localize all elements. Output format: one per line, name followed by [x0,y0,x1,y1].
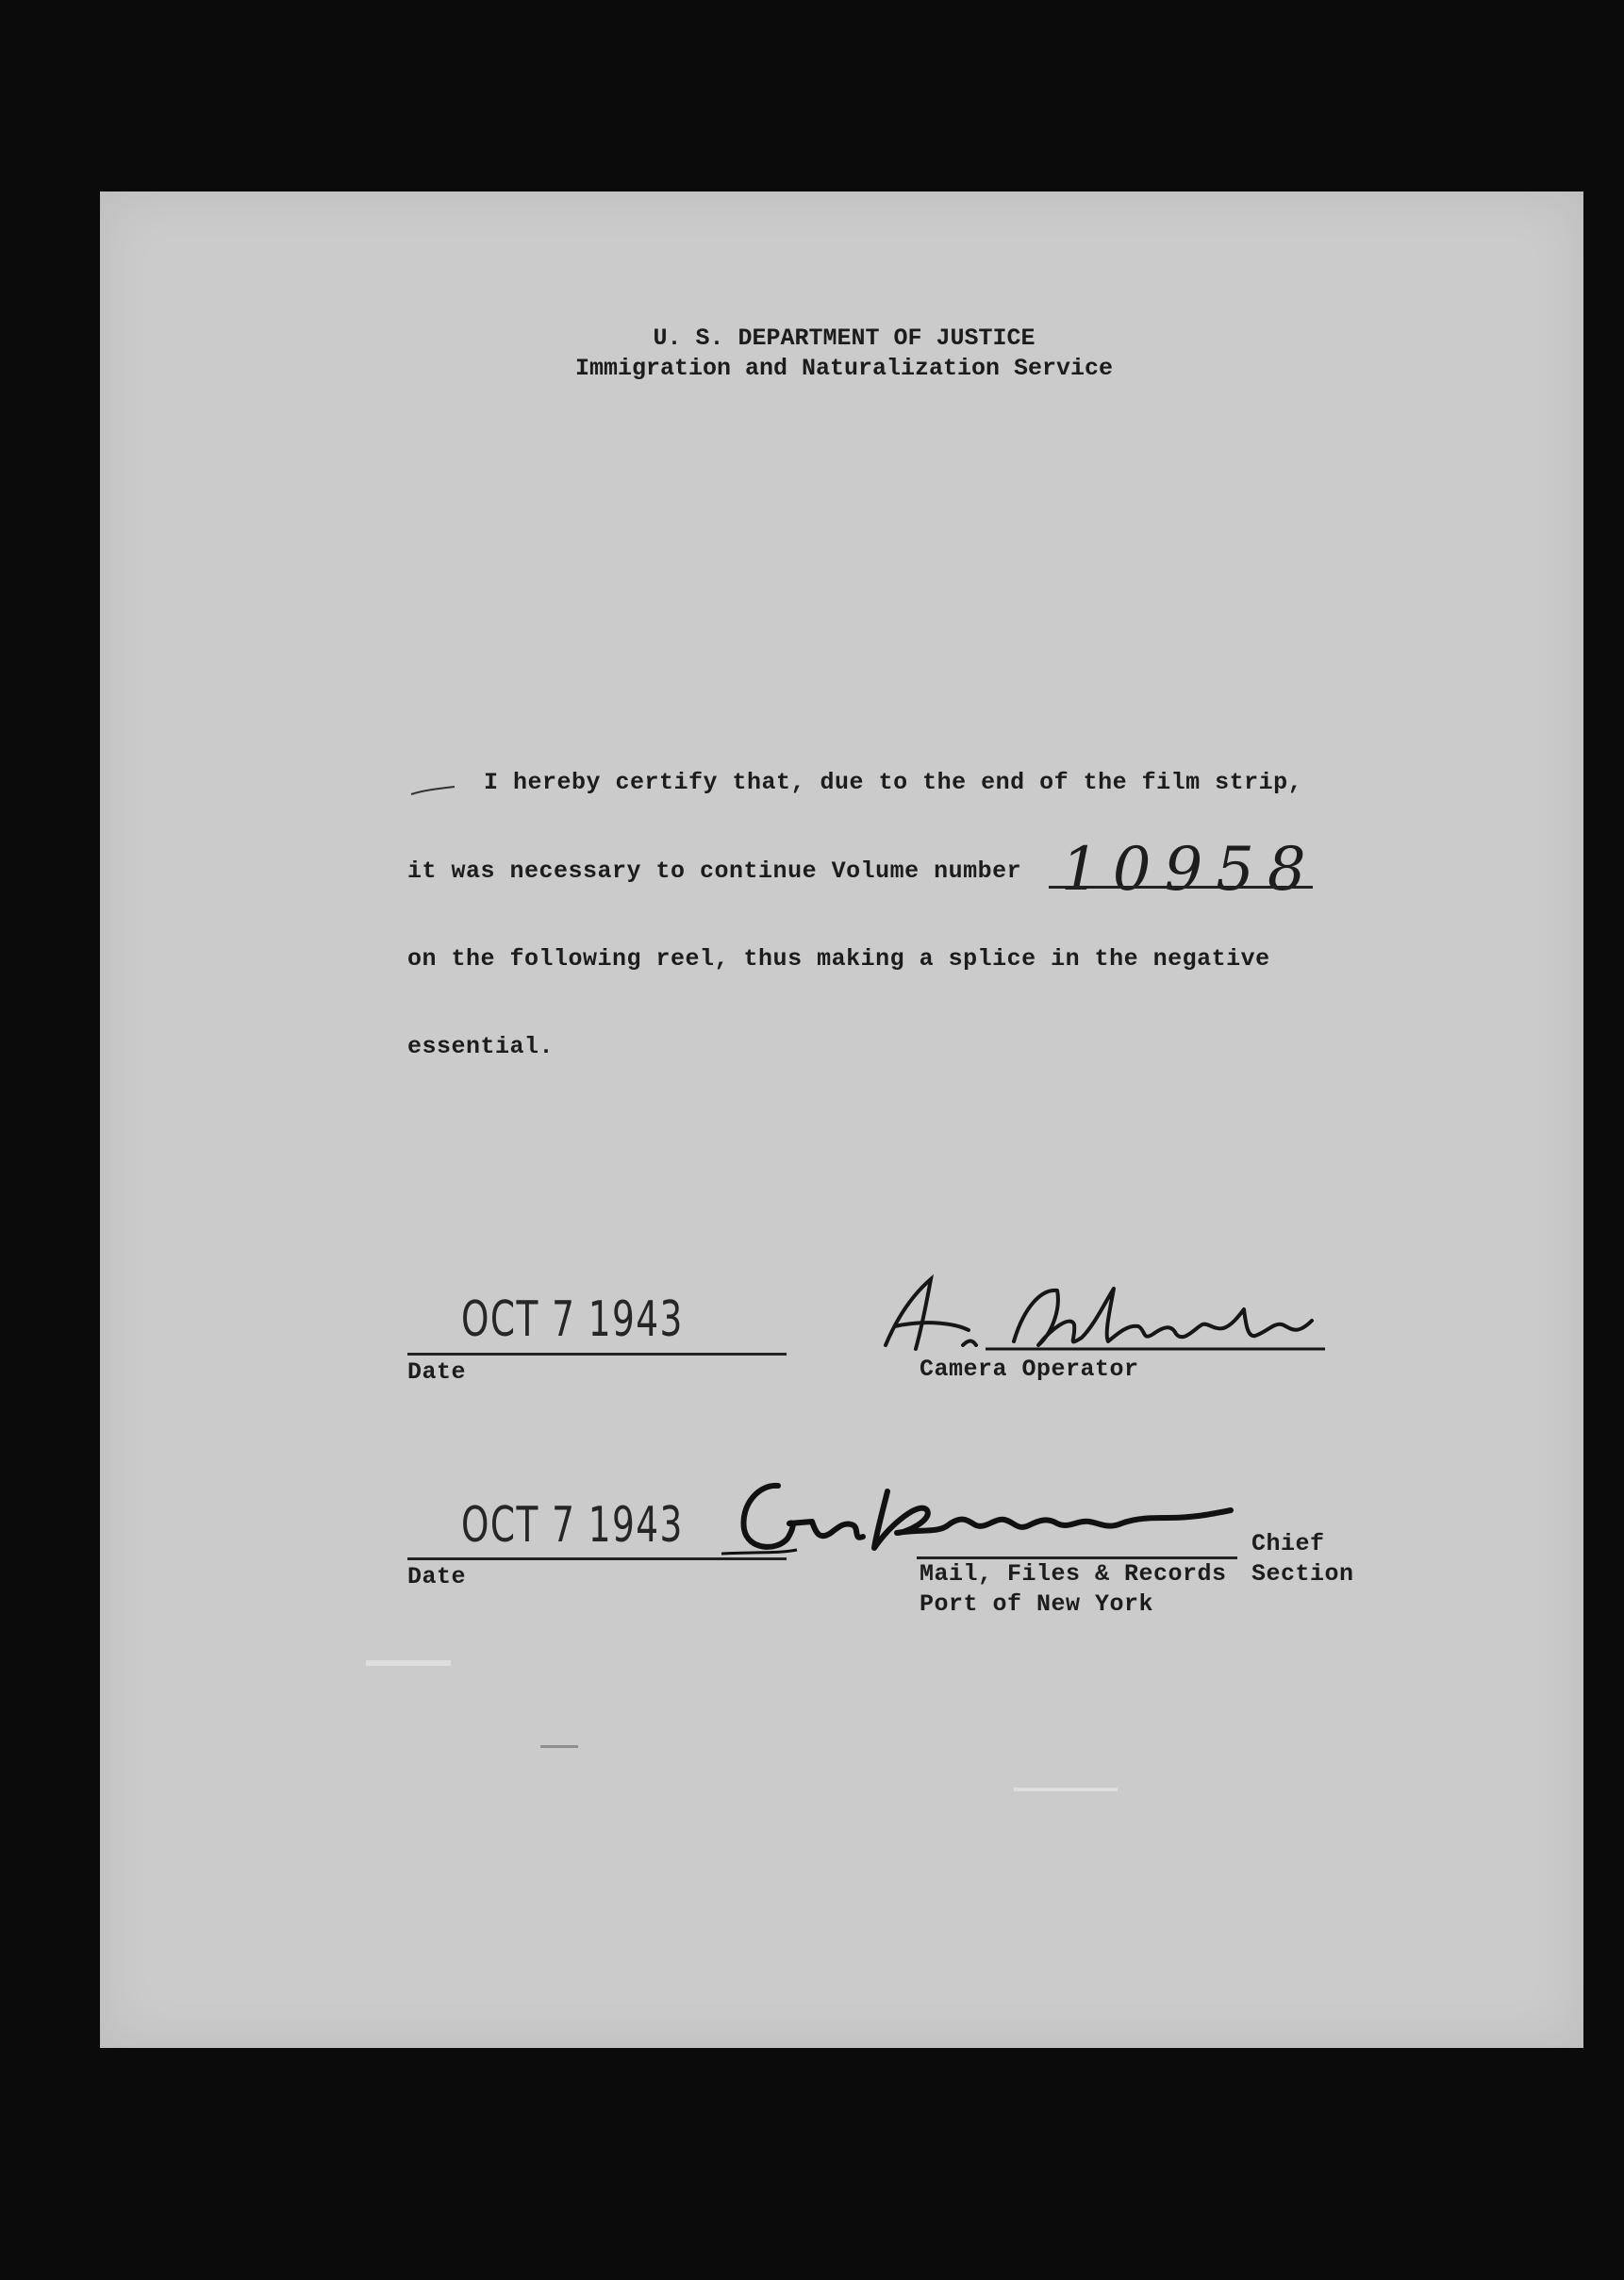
mail-files-records-label: Mail, Files & Records [920,1560,1227,1588]
volume-number-handwritten: 10958 [1061,835,1319,905]
operator-date-label: Date [407,1358,467,1386]
section-label: Section [1251,1560,1354,1588]
operator-signature [872,1272,1334,1366]
port-of-new-york-label: Port of New York [920,1590,1154,1618]
certify-line-4: essential. [407,1033,555,1060]
pen-mark [409,781,458,800]
chief-title: Chief [1251,1530,1325,1557]
chief-date-label: Date [407,1563,467,1590]
scan-artifact [1014,1788,1118,1791]
operator-date-stamp: OCT 7 1943 [461,1291,684,1348]
camera-operator-label: Camera Operator [920,1356,1139,1383]
certify-line-1: I hereby certify that, due to the end of the film strip, [484,769,1303,796]
service-heading: Immigration and Naturalization Service [574,355,1114,382]
chief-signature-line [917,1556,1237,1559]
chief-signature [721,1467,1250,1571]
scan-artifact [366,1660,451,1666]
scan-artifact [540,1745,578,1748]
operator-date-line [407,1353,787,1356]
chief-date-stamp: OCT 7 1943 [461,1497,684,1554]
agency-heading: U. S. DEPARTMENT OF JUSTICE [653,325,1036,352]
certify-line-3: on the following reel, thus making a splice in the negative [407,945,1270,973]
document-page [100,191,1583,2048]
volume-number-line [1049,886,1313,889]
certify-line-2: it was necessary to continue Volume number [407,857,1022,885]
